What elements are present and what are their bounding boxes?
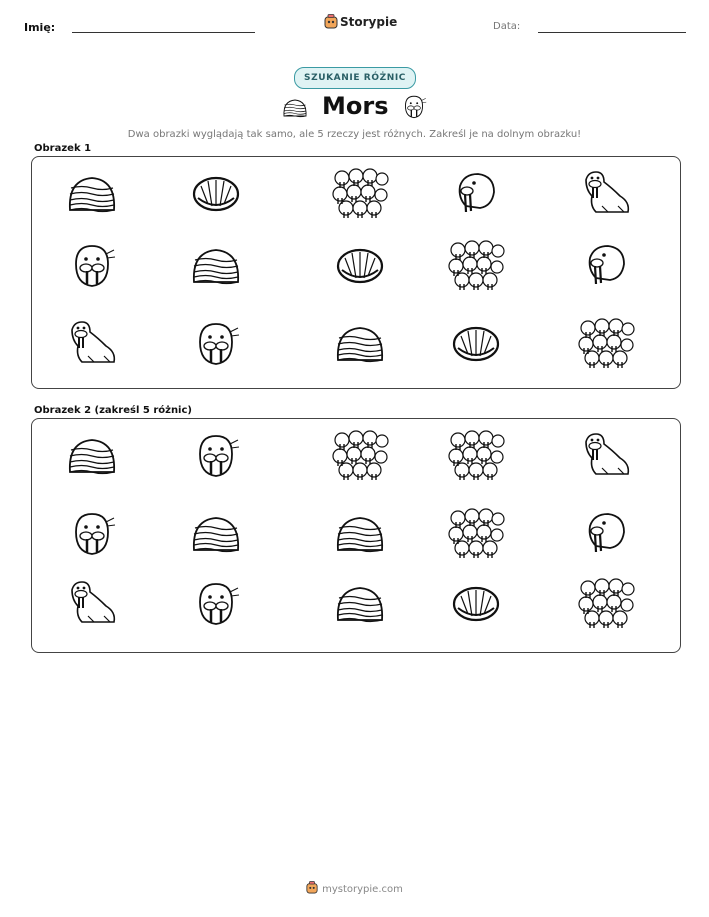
rock-icon[interactable] <box>330 506 390 560</box>
walrus-herd-icon <box>576 316 636 370</box>
rock-icon[interactable] <box>186 506 246 560</box>
name-label: Imię: <box>24 21 56 34</box>
rock-icon <box>280 94 310 120</box>
worksheet-title: Mors <box>322 92 389 120</box>
rock-icon <box>330 316 390 370</box>
walrus-herd-icon[interactable] <box>446 428 506 482</box>
walrus-herd-icon <box>330 166 390 220</box>
panel-1-label: Obrazek 1 <box>34 143 92 154</box>
clam-icon[interactable] <box>446 576 506 630</box>
activity-badge: SZUKANIE RÓŻNIC <box>294 67 416 89</box>
rock-icon <box>186 238 246 292</box>
rock-icon[interactable] <box>330 576 390 630</box>
date-line[interactable] <box>538 32 686 33</box>
walrus-face-icon <box>398 92 430 122</box>
footer <box>0 881 709 895</box>
walrus-face-icon <box>62 238 122 292</box>
panel-2-label: Obrazek 2 (zakreśl 5 różnic) <box>34 405 192 416</box>
brand-name: Storypie <box>340 15 398 29</box>
instructions: Dwa obrazki wyglądają tak samo, ale 5 rzeczy jest różnych. Zakreśl je na dolnym obrazku! <box>127 129 582 140</box>
walrus-head-icon <box>446 166 506 220</box>
walrus-sitting-icon <box>62 316 122 370</box>
footer-url[interactable]: mystorypie.com <box>322 884 403 895</box>
walrus-sitting-icon[interactable] <box>576 428 636 482</box>
rock-icon <box>62 166 122 220</box>
walrus-herd-icon[interactable] <box>446 506 506 560</box>
walrus-herd-icon <box>446 238 506 292</box>
storypie-logo-icon <box>306 881 318 894</box>
storypie-logo-icon <box>324 14 338 29</box>
clam-icon <box>186 166 246 220</box>
name-line[interactable] <box>72 32 255 33</box>
rock-icon[interactable] <box>62 428 122 482</box>
walrus-herd-icon[interactable] <box>576 576 636 630</box>
walrus-head-icon[interactable] <box>576 506 636 560</box>
walrus-face-icon[interactable] <box>186 576 246 630</box>
walrus-herd-icon[interactable] <box>330 428 390 482</box>
walrus-head-icon <box>576 238 636 292</box>
clam-icon <box>330 238 390 292</box>
walrus-face-icon[interactable] <box>186 428 246 482</box>
walrus-sitting-icon[interactable] <box>62 576 122 630</box>
walrus-face-icon <box>186 316 246 370</box>
walrus-sitting-icon <box>576 166 636 220</box>
walrus-face-icon[interactable] <box>62 506 122 560</box>
clam-icon <box>446 316 506 370</box>
date-label: Data: <box>493 21 521 32</box>
